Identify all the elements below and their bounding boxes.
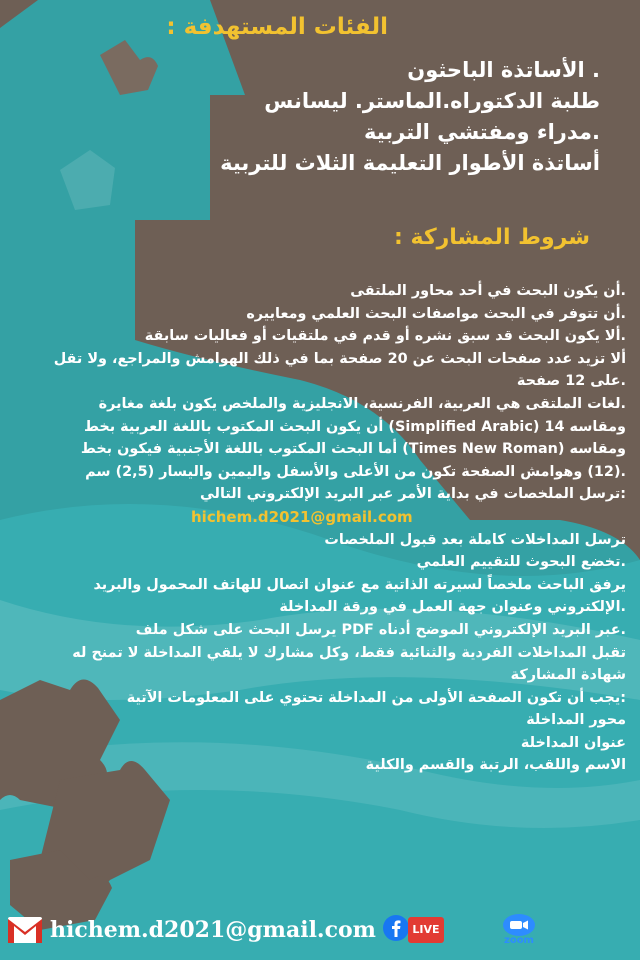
condition-line: عنوان المداخلة	[520, 734, 626, 751]
footer-bar	[0, 905, 640, 960]
condition-line: ومقاسه (Times New Roman) أما البحث المكتوب باللغة الأجنبية فيكون بخط	[80, 441, 626, 458]
target-item: أساتذة الأطوار التعليمة الثلاث للتربية	[220, 151, 600, 175]
condition-line: .(12) وهوامش الصفحة تكون من الأعلى والأسفل واليمين واليسار (2,5) سم	[85, 463, 626, 480]
target-groups-title: الفئات المستهدفة :	[166, 14, 388, 40]
condition-line: .الإلكتروني وعنوان جهة العمل في ورقة المداخلة	[279, 599, 626, 616]
condition-line: يرفق الباحث ملخصاً لسيرته الذاتية مع عنوان اتصال للهاتف المحمول والبريد	[93, 576, 626, 593]
condition-line: الاسم واللقب، الرتبة والقسم والكلية	[365, 757, 626, 774]
submission-email-link[interactable]: hichem.d2021@gmail.com	[191, 507, 413, 526]
condition-line: .ألا يكون البحث قد سبق نشره أو قدم في ملتقيات أو فعاليات سابقة	[144, 328, 626, 345]
facebook-icon[interactable]	[383, 915, 409, 941]
condition-line: .أن تتوفر في البحث مواصفات البحث العلمي ومعاييره	[246, 305, 626, 322]
target-item: .مدراء ومفتشي التربية	[363, 120, 600, 144]
condition-line: تقبل المداخلات الفردية والثنائية فقط، وكل مشارك لا يلقي المداخلة لا تمنح له	[72, 644, 626, 661]
condition-line: .أن يكون البحث في أحد محاور الملتقى	[350, 283, 626, 299]
condition-line: :يجب أن تكون الصفحة الأولى من المداخلة تحتوي على المعلومات الآتية	[126, 689, 626, 706]
live-badge: LIVE	[408, 917, 444, 943]
target-item: . الأساتذة الباحثون	[407, 58, 600, 82]
condition-line: :ترسل الملخصات في بداية الأمر عبر البريد الإلكتروني التالي	[200, 486, 626, 503]
conditions-list	[6, 280, 626, 777]
zoom-label: zoom	[504, 935, 534, 946]
condition-line: ألا تزيد عدد صفحات البحث عن 20 صفحة بما في ذلك الهوامش والمراجع، ولا تقل	[53, 350, 626, 367]
gmail-icon	[8, 917, 42, 943]
condition-line: .تخضع البحوث للتقييم العلمي	[416, 554, 626, 571]
condition-line: شهادة المشاركة	[510, 667, 626, 684]
zoom-icon[interactable]	[488, 913, 550, 937]
condition-line: ومقاسه 14 (Simplified Arabic) أن يكون البحث المكتوب باللغة العربية بخط	[83, 418, 626, 435]
condition-line: محور المداخلة	[526, 712, 626, 729]
footer-email-link[interactable]: hichem.d2021@gmail.com	[50, 917, 376, 943]
target-groups-list	[220, 55, 600, 179]
conditions-title: شروط المشاركة :	[394, 225, 590, 250]
condition-line: .لغات الملتقى هي العربية، الفرنسية، الانجليزية والملخص يكون بلغة مغايرة	[98, 395, 626, 412]
condition-line: ترسل المداخلات كاملة بعد قبول الملخصات	[324, 531, 626, 548]
condition-line: .عبر البريد الإلكتروني الموضح أدناه PDF يرسل البحث على شكل ملف	[135, 621, 626, 638]
target-item: طلبة الدكتوراه.الماستر. ليسانس	[264, 89, 600, 113]
condition-line: .على 12 صفحة	[516, 373, 626, 390]
